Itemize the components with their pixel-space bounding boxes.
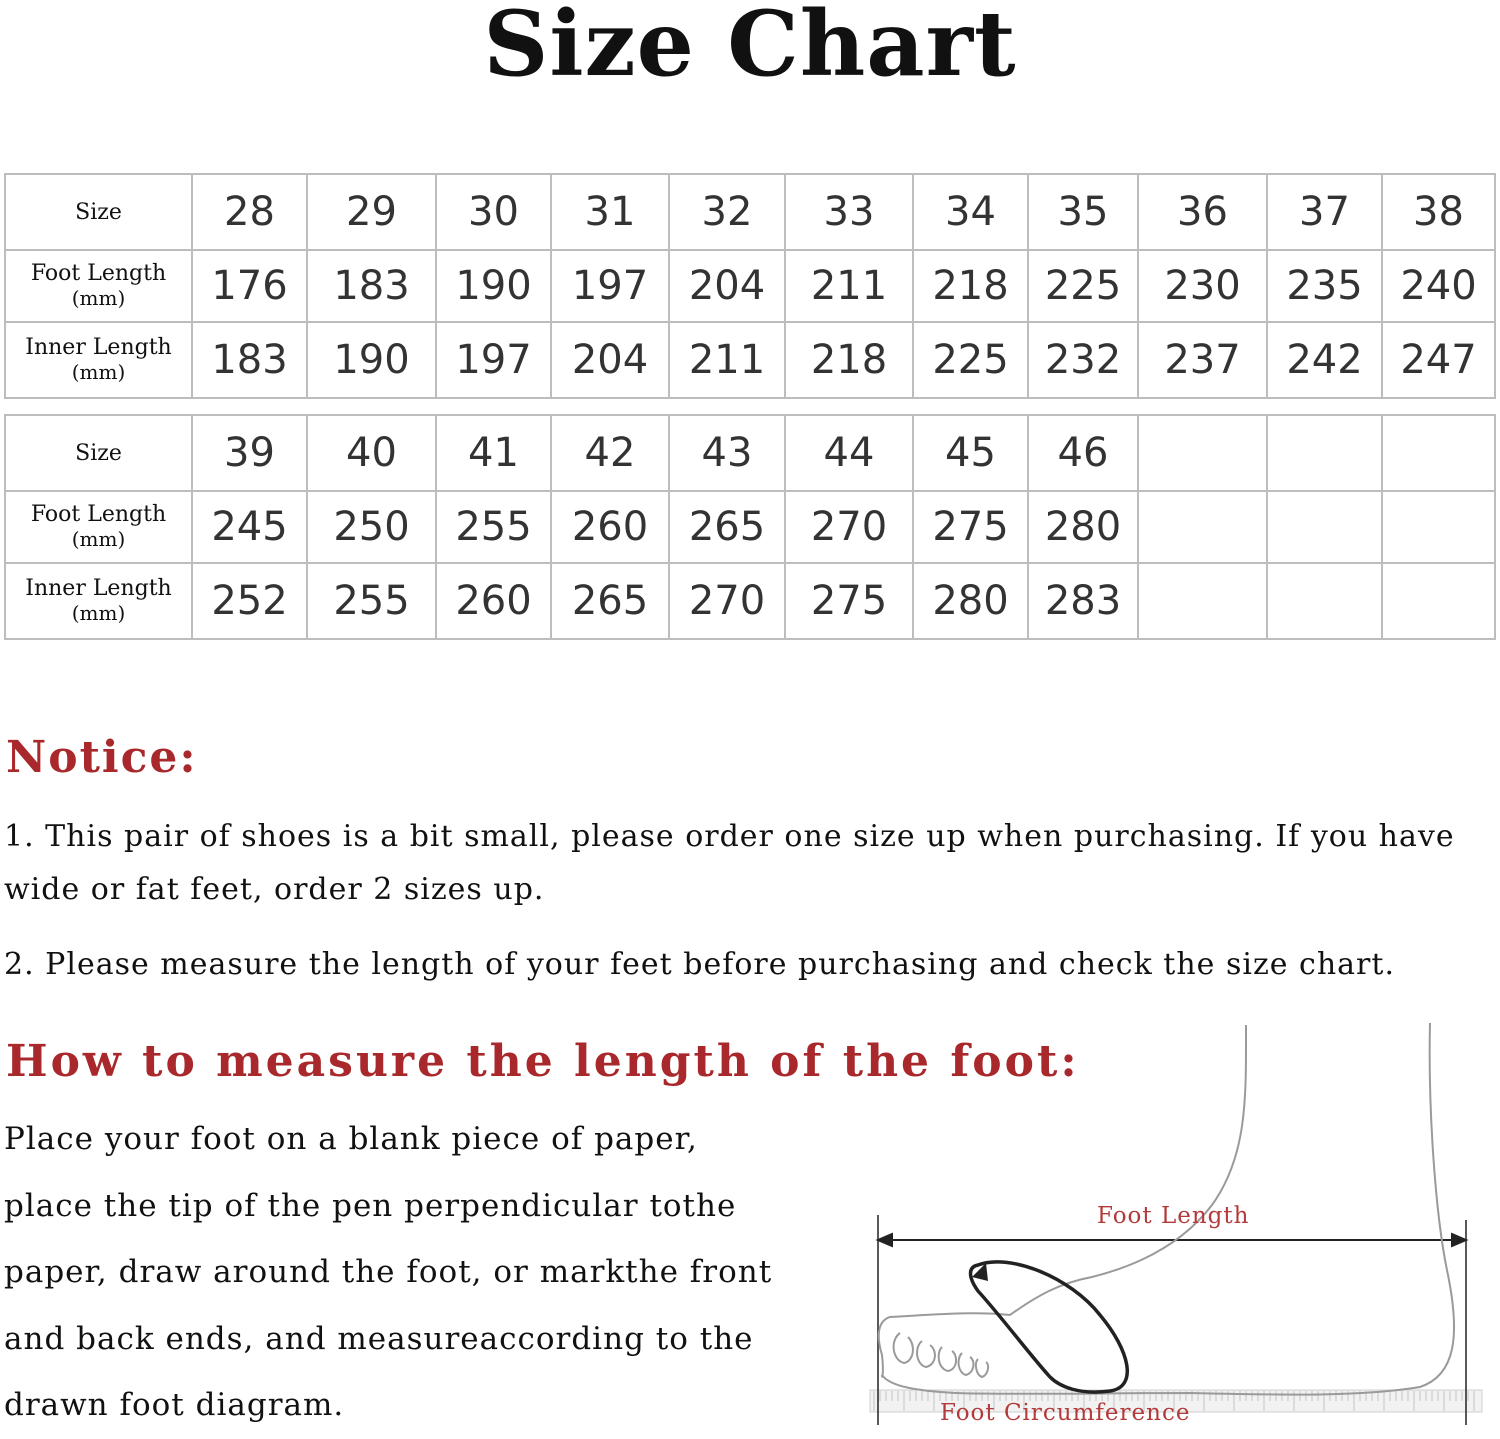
- table-cell: 240: [1382, 250, 1495, 322]
- table-cell: 204: [669, 250, 785, 322]
- size-row-label: Size: [5, 415, 192, 491]
- size-row-label: Size: [5, 174, 192, 250]
- table-cell: 250: [307, 491, 436, 563]
- table-cell: 46: [1028, 415, 1138, 491]
- size-table-1: [4, 173, 1496, 399]
- table-cell: 32: [669, 174, 785, 250]
- table-cell: 252: [192, 563, 307, 639]
- table-cell: 37: [1267, 174, 1382, 250]
- table-cell: 36: [1138, 174, 1267, 250]
- foot-length-row: [5, 491, 1495, 563]
- table-cell: 197: [436, 322, 551, 398]
- table-cell: 40: [307, 415, 436, 491]
- foot-length-diagram-label: Foot Length: [1097, 1203, 1250, 1229]
- table-cell: 245: [192, 491, 307, 563]
- table-cell: 197: [551, 250, 669, 322]
- table-cell: 265: [551, 563, 669, 639]
- table-cell: 190: [307, 322, 436, 398]
- measure-line: paper, draw around the foot, or markthe front: [4, 1254, 773, 1290]
- table-cell: 280: [913, 563, 1028, 639]
- notice-heading: Notice:: [6, 732, 198, 783]
- inner-length-row-label: [5, 563, 192, 639]
- measure-line: drawn foot diagram.: [4, 1387, 345, 1423]
- measure-instructions: [4, 1106, 824, 1439]
- table-cell: 45: [913, 415, 1028, 491]
- table-cell: 225: [913, 322, 1028, 398]
- table-cell: 275: [785, 563, 913, 639]
- measure-heading: How to measure the length of the foot:: [6, 1036, 1080, 1087]
- foot-length-row-label: [5, 491, 192, 563]
- table-cell: 235: [1267, 250, 1382, 322]
- table-cell: 211: [785, 250, 913, 322]
- foot-length-arrow: [878, 1234, 1466, 1246]
- size-row: [5, 415, 1495, 491]
- foot-length-row: [5, 250, 1495, 322]
- table-cell: [1382, 563, 1495, 639]
- foot-length-label: Foot Length: [30, 502, 167, 527]
- table-cell: 30: [436, 174, 551, 250]
- table-cell: 31: [551, 174, 669, 250]
- foot-circumference-diagram-label: Foot Circumference: [940, 1400, 1191, 1426]
- table-cell: [1138, 491, 1267, 563]
- inner-length-row: [5, 322, 1495, 398]
- foot-length-row-label: [5, 250, 192, 322]
- table-cell: 39: [192, 415, 307, 491]
- table-cell: 35: [1028, 174, 1138, 250]
- measure-line: and back ends, and measureaccording to the: [4, 1320, 754, 1357]
- table-cell: 255: [307, 563, 436, 639]
- foot-circumference-loop: [971, 1262, 1128, 1392]
- notice-item-1: 1. This pair of shoes is a bit small, please order one size up when purchasing. If you have wide or fat feet, order 2 sizes up.: [4, 819, 1455, 907]
- notice-item-2: 2. Please measure the length of your feet before purchasing and check the size chart.: [4, 947, 1395, 982]
- size-row: [5, 174, 1495, 250]
- table-cell: [1138, 563, 1267, 639]
- table-cell: 237: [1138, 322, 1267, 398]
- table-cell: 34: [913, 174, 1028, 250]
- table-cell: [1138, 415, 1267, 491]
- table-cell: 283: [1028, 563, 1138, 639]
- table-cell: 43: [669, 415, 785, 491]
- table-cell: 247: [1382, 322, 1495, 398]
- size-table-2: [4, 414, 1496, 640]
- table-cell: 33: [785, 174, 913, 250]
- table-cell: 242: [1267, 322, 1382, 398]
- unit-label: (mm): [71, 360, 126, 384]
- table-cell: 28: [192, 174, 307, 250]
- table-cell: 211: [669, 322, 785, 398]
- table-cell: [1382, 415, 1495, 491]
- table-cell: 42: [551, 415, 669, 491]
- table-cell: 44: [785, 415, 913, 491]
- table-cell: 270: [785, 491, 913, 563]
- foot-length-label: Foot Length: [30, 261, 167, 286]
- table-cell: 190: [436, 250, 551, 322]
- unit-label: (mm): [71, 527, 126, 551]
- table-cell: 225: [1028, 250, 1138, 322]
- measure-line: place the tip of the pen perpendicular tothe: [4, 1187, 737, 1224]
- table-cell: 230: [1138, 250, 1267, 322]
- inner-length-row-label: [5, 322, 192, 398]
- table-cell: 183: [192, 322, 307, 398]
- table-cell: 232: [1028, 322, 1138, 398]
- table-cell: 275: [913, 491, 1028, 563]
- table-cell: 218: [785, 322, 913, 398]
- table-cell: [1267, 491, 1382, 563]
- table-cell: [1382, 491, 1495, 563]
- inner-length-label: Inner Length: [25, 335, 172, 360]
- unit-label: (mm): [71, 286, 126, 310]
- page-title: Size Chart: [483, 0, 1017, 97]
- table-cell: 29: [307, 174, 436, 250]
- table-cell: 38: [1382, 174, 1495, 250]
- table-cell: 265: [669, 491, 785, 563]
- table-cell: 260: [551, 491, 669, 563]
- table-cell: 260: [436, 563, 551, 639]
- inner-length-label: Inner Length: [25, 576, 172, 601]
- table-cell: 41: [436, 415, 551, 491]
- table-cell: 255: [436, 491, 551, 563]
- table-cell: [1267, 415, 1382, 491]
- table-cell: 280: [1028, 491, 1138, 563]
- inner-length-row: [5, 563, 1495, 639]
- table-cell: 270: [669, 563, 785, 639]
- table-cell: 218: [913, 250, 1028, 322]
- table-cell: 176: [192, 250, 307, 322]
- unit-label: (mm): [71, 601, 126, 625]
- table-cell: 183: [307, 250, 436, 322]
- measure-line: Place your foot on a blank piece of paper,: [4, 1121, 698, 1157]
- table-cell: [1267, 563, 1382, 639]
- table-cell: 204: [551, 322, 669, 398]
